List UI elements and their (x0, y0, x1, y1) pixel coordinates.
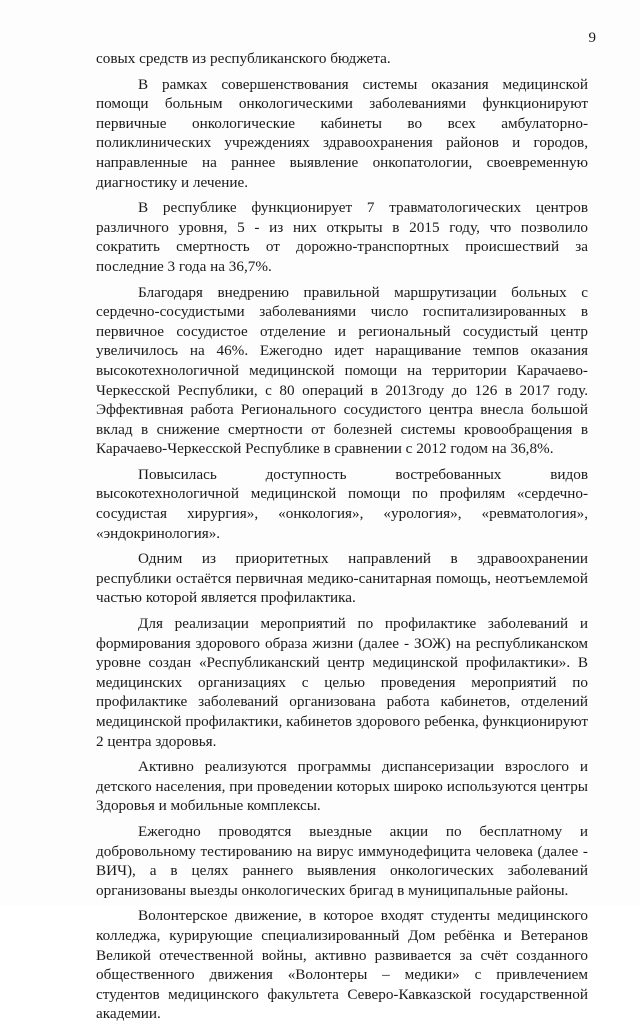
paragraph-hiv-testing: Ежегодно проводятся выездные акции по бесплатному и добровольному тестированию на вирус иммунодефицита человека (далее - ВИЧ), а в целях раннего выявления онкологических заболеваний организованы выезды онкологических бригад в муниципальные районы. (96, 822, 588, 899)
paragraph-high-tech-care: Повысилась доступность востребованных видов высокотехнологичной медицинской помощи по профилям «сердечно-сосудистая хирургия», «онкология», «урология», «ревматология», «эндокринология». (96, 465, 588, 542)
paragraph-prevention-center: Для реализации мероприятий по профилактике заболеваний и формирования здорового образа жизни (далее - ЗОЖ) на республиканском уровне создан «Республиканский центр медицинской профилактики». В медицинских организациях с целью проведения мероприятий по профилактике заболеваний организована работа кабинетов, отделений медицинской профилактики, кабинетов здорового ребенка, функционируют 2 центра здоровья. (96, 615, 588, 750)
page-number: 9 (588, 30, 596, 46)
document-body (96, 49, 588, 1030)
paragraph-continuation: совых средств из республиканского бюджета. (96, 50, 391, 67)
paragraph-volunteers: Волонтерское движение, в которое входят студенты медицинского колледжа, курирующие специализированный Дом ребёнка и Ветеранов Великой отечественной войны, активно развивается за счёт созданного общественного движения «Волонтеры – медики» с привлечением студентов медицинского факультета Северо-Кавказской государственной академии. (96, 907, 588, 1023)
paragraph-cardiovascular: Благодаря внедрению правильной маршрутизации больных с сердечно-сосудистыми заболеваниями число госпитализированных в первичное сосудистое отделение и региональный сосудистый центр увеличилось на 46%. Ежегодно идет наращивание темпов оказания высокотехнологичной медицинской помощи на территории Карачаево-Черкесской Республики, с 80 операций в 2013году до 126 в 2017 году. Эффективная работа Регионального сосудистого центра внесла большой вклад в снижение смертности от болезней системы кровообращения в Карачаево-Черкесской Республике в сравнении с 2012 годом на 36,8%. (96, 283, 588, 458)
paragraph-oncology: В рамках совершенствования системы оказания медицинской помощи больным онкологическими заболеваниями функционируют первичные онкологические кабинеты во всех амбулаторно-поликлинических учреждениях здравоохранения районов и городов, направленные на раннее выявление онкопатологии, своевременную диагностику и лечение. (96, 75, 588, 191)
paragraph-dispensary: Активно реализуются программы диспансеризации взрослого и детского населения, при проведении которых широко используются центры Здоровья и мобильные комплексы. (96, 758, 588, 815)
paragraph-primary-care: Одним из приоритетных направлений в здравоохранении республики остаётся первичная медико-санитарная помощь, неотъемлемой частью которой является профилактика. (96, 550, 588, 607)
paragraph-trauma-centers: В республике функционирует 7 травматологических центров различного уровня, 5 - из них открыты в 2015 году, что позволило сократить смертность от дорожно-транспортных происшествий за последние 3 года на 36,7%. (96, 199, 588, 275)
